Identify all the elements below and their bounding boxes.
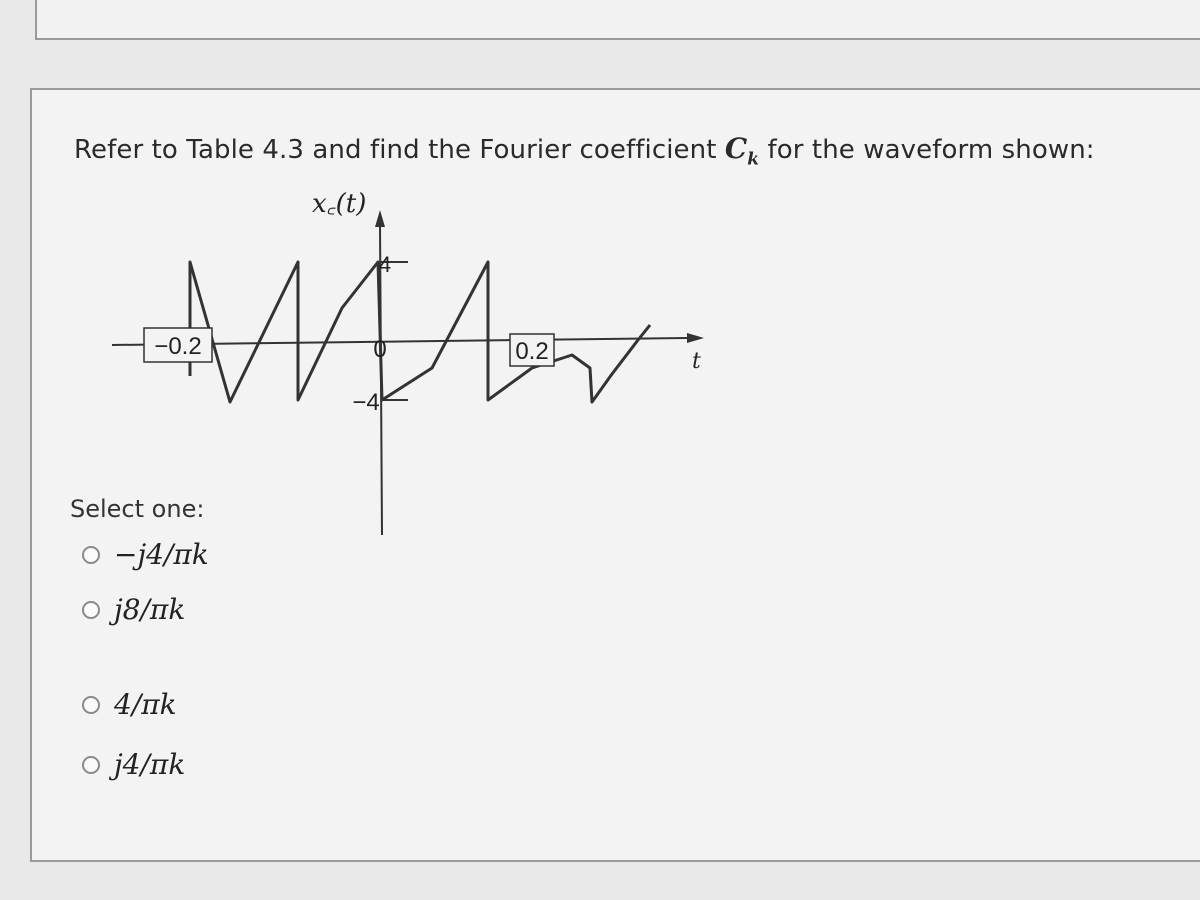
coefficient-symbol bbox=[724, 132, 760, 170]
option-neg-j4-pi-k[interactable] bbox=[82, 538, 209, 571]
question-suffix: for the waveform shown: bbox=[759, 135, 1095, 165]
radio-button[interactable] bbox=[82, 756, 100, 774]
question-prefix: Refer to Table 4.3 and find the Fourier coefficient bbox=[74, 135, 725, 165]
tick-label-top: 4 bbox=[378, 252, 392, 277]
x-axis-arrow bbox=[687, 333, 704, 343]
option-label: 4/πk bbox=[114, 688, 177, 721]
waveform-plot bbox=[112, 190, 732, 550]
tick-label-zero: 0 bbox=[373, 336, 387, 363]
y-axis-label: x꜀(t) bbox=[312, 190, 367, 219]
select-one-label: Select one: bbox=[70, 495, 205, 523]
option-label: −j4/πk bbox=[114, 538, 209, 571]
tick-label-pos: 0.2 bbox=[515, 338, 549, 365]
radio-button[interactable] bbox=[82, 696, 100, 714]
coefficient-letter: C bbox=[724, 132, 748, 165]
question-panel bbox=[30, 88, 1200, 862]
option-4-pi-k[interactable] bbox=[82, 688, 177, 721]
option-j4-pi-k[interactable] bbox=[82, 748, 185, 781]
sawtooth-waveform bbox=[190, 262, 650, 402]
option-j8-pi-k[interactable] bbox=[82, 593, 185, 626]
previous-question-panel bbox=[35, 0, 1200, 40]
coefficient-subscript: k bbox=[747, 149, 760, 170]
option-label: j8/πk bbox=[114, 593, 186, 626]
radio-button[interactable] bbox=[82, 546, 100, 564]
question-text bbox=[74, 132, 1095, 170]
radio-button[interactable] bbox=[82, 601, 100, 619]
option-label: j4/πk bbox=[114, 748, 186, 781]
x-axis-label: t bbox=[692, 349, 701, 374]
y-axis-arrow bbox=[375, 210, 385, 227]
tick-label-neg: −0.2 bbox=[154, 333, 202, 360]
tick-label-bottom: −4 bbox=[352, 389, 380, 416]
